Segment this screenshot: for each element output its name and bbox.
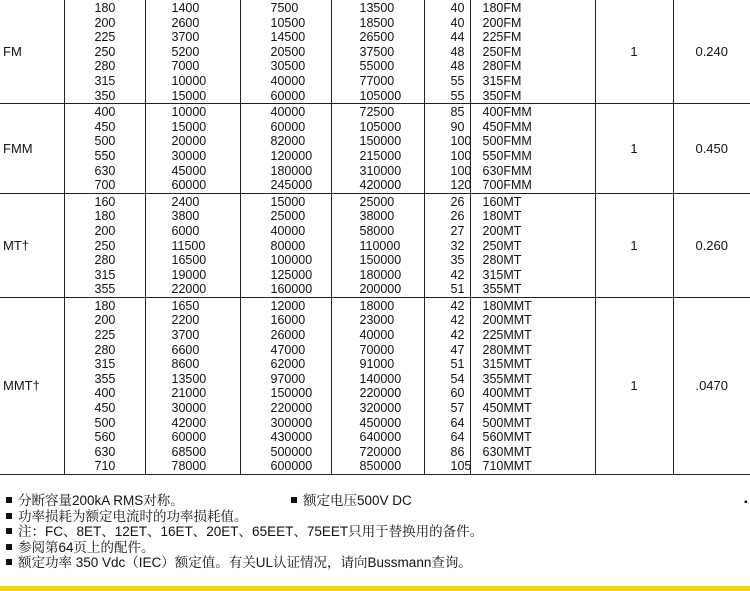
prearc-i2t: 20000 [171,134,207,149]
catalog-number-cell [470,104,595,194]
ampere-rating-cell [64,297,145,474]
total-i2t-a-cell [240,297,331,474]
power-loss: 90 [450,119,465,134]
power-loss: 55 [450,73,465,88]
fuse-group-row [0,297,750,474]
ampere-rating: 630 [94,163,116,178]
total-i2t-a: 47000 [270,342,306,357]
power-loss-cell [424,0,470,104]
note-spare-parts: 注：FC、8ET、12ET、16ET、20ET、65EET、75EET只用于替换用的备件。 [18,524,484,539]
catalog-number: 315MMT [482,357,532,372]
prearc-i2t-cell [145,0,240,104]
note-power-loss: 功率损耗为额定电流时的功率损耗值。 [18,508,248,524]
prearc-i2t: 3700 [171,328,200,343]
catalog-number: 225FM [482,30,522,45]
bullet-icon [6,559,12,565]
catalog-number: 550FMM [482,148,532,163]
total-i2t-a: 220000 [270,401,313,416]
power-loss: 100 [450,163,472,178]
total-i2t-b: 18500 [359,15,395,30]
total-i2t-b: 200000 [359,282,402,297]
prearc-i2t-list [146,194,240,297]
power-loss: 105 [450,459,472,474]
catalog-number-list [471,298,595,474]
total-i2t-b: 110000 [359,238,401,253]
prearc-i2t-list [146,104,240,193]
ampere-rating-list [65,104,145,193]
total-i2t-a: 430000 [270,430,313,445]
total-i2t-b-cell [331,297,424,474]
prearc-i2t: 42000 [171,415,207,430]
prearc-i2t: 60000 [171,178,207,193]
power-loss: 35 [450,253,465,268]
total-i2t-b: 23000 [359,313,395,328]
ampere-rating-list [65,194,145,297]
total-i2t-a: 26000 [270,328,306,343]
power-loss: 100 [450,134,472,149]
power-loss: 85 [450,105,465,120]
ampere-rating: 280 [94,253,116,268]
total-i2t-b: 720000 [359,444,402,459]
series-name: FM [0,0,64,104]
total-i2t-a: 60000 [270,88,306,103]
power-loss: 86 [450,444,465,459]
ampere-rating: 225 [94,30,116,45]
total-i2t-a: 12000 [270,298,306,313]
catalog-number: 355MT [482,282,522,297]
power-loss: 120 [450,178,472,193]
power-loss: 42 [450,313,465,328]
ampere-rating: 200 [94,313,116,328]
total-i2t-b: 450000 [359,415,402,430]
catalog-number: 160MT [482,194,522,209]
catalog-number-list [471,104,595,193]
fuse-group-row [0,193,750,297]
ampere-rating-list [65,0,145,103]
ampere-rating: 450 [94,401,116,416]
ampere-rating: 450 [94,119,116,134]
bullet-icon [6,497,12,503]
bullet-icon [291,497,297,503]
prearc-i2t: 11500 [171,238,206,253]
power-loss: 26 [450,209,465,224]
ampere-rating: 160 [94,194,116,209]
power-loss-list [425,298,470,474]
total-i2t-b-list [332,194,424,297]
catalog-number: 280MT [482,253,522,268]
prearc-i2t: 30000 [171,148,207,163]
prearc-i2t: 3700 [171,30,200,45]
catalog-number-list [471,194,595,297]
prearc-i2t-cell [145,193,240,297]
power-loss: 57 [450,401,465,416]
total-i2t-a: 97000 [270,371,306,386]
total-i2t-a: 245000 [270,178,313,193]
note-3 [6,524,746,540]
prearc-i2t: 2400 [171,194,200,209]
total-i2t-a: 16000 [270,313,306,328]
note-breaking-capacity: 分断容量200kA RMS对称。 [18,493,184,508]
catalog-number: 560MMT [482,430,532,445]
power-loss: 42 [450,298,465,313]
prearc-i2t: 30000 [171,401,207,416]
power-loss: 42 [450,328,465,343]
weight-cell: 0.450 [673,104,750,194]
note-4 [6,540,746,556]
note-rating-iec: 额定功率 350 Vdc（IEC）额定值。有关UL认证情况，请向Bussmann查询。 [18,555,472,570]
edge-bullet-icon: ▪ [744,497,748,508]
ampere-rating: 350 [94,88,116,103]
catalog-number: 180FM [482,1,522,15]
catalog-number: 350FM [482,88,522,103]
fuse-group-row [0,104,750,194]
weight-cell: 0.260 [673,193,750,297]
prearc-i2t: 2200 [171,313,200,328]
total-i2t-a: 120000 [270,148,313,163]
ampere-rating-cell [64,104,145,194]
total-i2t-a: 82000 [270,134,306,149]
prearc-i2t: 45000 [171,163,207,178]
total-i2t-b: 72500 [359,105,395,120]
power-loss: 51 [450,357,465,372]
total-i2t-a: 14500 [270,30,306,45]
catalog-number: 450MMT [482,401,532,416]
quantity-cell: 1 [595,0,673,104]
power-loss-list [425,194,470,297]
ampere-rating: 500 [94,134,116,149]
ampere-rating-cell [64,0,145,104]
total-i2t-a: 10500 [270,15,306,30]
power-loss-list [425,104,470,193]
total-i2t-a: 160000 [270,282,313,297]
total-i2t-b: 13500 [359,1,395,15]
total-i2t-a-list [241,298,331,474]
note-1 [6,493,746,509]
prearc-i2t: 15000 [171,88,207,103]
ampere-rating: 250 [94,238,116,253]
quantity-cell: 1 [595,104,673,194]
total-i2t-a-list [241,194,331,297]
catalog-number: 200FM [482,15,522,30]
catalog-number: 315FM [482,73,522,88]
total-i2t-a: 150000 [270,386,313,401]
series-name: MT† [0,193,64,297]
prearc-i2t: 10000 [171,73,207,88]
total-i2t-a: 40000 [270,105,306,120]
note-5 [6,555,746,571]
prearc-i2t: 6600 [171,342,200,357]
power-loss: 48 [450,59,465,74]
total-i2t-b: 420000 [359,178,402,193]
total-i2t-b: 140000 [359,371,402,386]
ampere-rating: 180 [94,209,116,224]
catalog-number: 630FMM [482,163,532,178]
prearc-i2t-cell [145,297,240,474]
total-i2t-a-cell [240,193,331,297]
ampere-rating: 280 [94,59,116,74]
catalog-number: 400FMM [482,105,532,120]
footnotes [6,493,746,571]
total-i2t-b: 25000 [359,194,395,209]
power-loss: 64 [450,430,465,445]
total-i2t-b-list [332,104,424,193]
prearc-i2t: 6000 [171,223,200,238]
power-loss: 27 [450,223,465,238]
total-i2t-a: 7500 [270,1,299,15]
prearc-i2t: 8600 [171,357,200,372]
catalog-number: 180MT [482,209,522,224]
ampere-rating: 560 [94,430,116,445]
prearc-i2t: 7000 [171,59,200,74]
total-i2t-b-cell [331,193,424,297]
catalog-number: 500MMT [482,415,532,430]
ampere-rating: 200 [94,15,116,30]
power-loss-list [425,0,470,103]
catalog-number: 355MMT [482,371,532,386]
total-i2t-b-cell [331,0,424,104]
catalog-number: 250FM [482,44,522,59]
total-i2t-b: 37500 [359,44,395,59]
ampere-rating: 180 [94,1,116,15]
bullet-icon [6,528,12,534]
bullet-icon [6,544,12,550]
ampere-rating: 200 [94,223,116,238]
total-i2t-a: 125000 [270,267,313,282]
catalog-number: 200MMT [482,313,532,328]
power-loss-cell [424,104,470,194]
prearc-i2t: 22000 [171,282,207,297]
note-accessories: 参阅第64页上的配件。 [18,539,155,555]
total-i2t-a: 60000 [270,119,306,134]
catalog-number: 630MMT [482,444,532,459]
total-i2t-b-list [332,0,424,103]
total-i2t-a: 300000 [270,415,313,430]
ampere-rating: 315 [94,73,116,88]
fuse-group-row [0,0,750,104]
total-i2t-a: 80000 [270,238,306,253]
prearc-i2t: 1400 [171,1,200,15]
total-i2t-b: 26500 [359,30,395,45]
ampere-rating: 400 [94,105,116,120]
total-i2t-a-cell [240,0,331,104]
power-loss: 48 [450,44,465,59]
catalog-number: 280MMT [482,342,532,357]
series-name: FMM [0,104,64,194]
bottom-accent-bar [0,586,750,591]
power-loss: 40 [450,1,465,15]
ampere-rating: 180 [94,298,116,313]
catalog-number-cell [470,297,595,474]
ampere-rating: 250 [94,44,116,59]
total-i2t-a-list [241,104,331,193]
catalog-number-cell [470,0,595,104]
catalog-number: 225MMT [482,328,532,343]
prearc-i2t: 16500 [171,253,207,268]
note-voltage-wrap [291,493,412,509]
ampere-rating: 630 [94,444,116,459]
catalog-number: 450FMM [482,119,532,134]
power-loss: 100 [450,148,472,163]
prearc-i2t: 21000 [171,386,207,401]
total-i2t-b: 70000 [359,342,395,357]
total-i2t-b: 320000 [359,401,402,416]
catalog-number: 400MMT [482,386,532,401]
total-i2t-a: 100000 [270,253,313,268]
ampere-rating: 400 [94,386,116,401]
power-loss: 32 [450,238,465,253]
power-loss: 40 [450,15,465,30]
power-loss: 26 [450,194,465,209]
total-i2t-a: 500000 [270,444,313,459]
total-i2t-b: 310000 [359,163,402,178]
total-i2t-a: 62000 [270,357,306,372]
ampere-rating: 500 [94,415,116,430]
power-loss: 54 [450,371,465,386]
total-i2t-b-cell [331,104,424,194]
catalog-number: 315MT [482,267,522,282]
power-loss: 44 [450,30,465,45]
total-i2t-b: 91000 [359,357,395,372]
total-i2t-a: 40000 [270,73,306,88]
ampere-rating: 315 [94,357,116,372]
power-loss: 51 [450,282,465,297]
weight-cell: 0.240 [673,0,750,104]
prearc-i2t: 15000 [171,119,207,134]
prearc-i2t-cell [145,104,240,194]
power-loss-cell [424,193,470,297]
catalog-number: 250MT [482,238,522,253]
prearc-i2t: 60000 [171,430,207,445]
ampere-rating: 355 [94,282,116,297]
power-loss-cell [424,297,470,474]
ampere-rating: 550 [94,148,116,163]
ampere-rating: 280 [94,342,116,357]
total-i2t-a: 600000 [270,459,313,474]
total-i2t-b: 180000 [359,267,402,282]
total-i2t-a: 40000 [270,223,306,238]
total-i2t-b: 40000 [359,328,395,343]
prearc-i2t: 1650 [171,298,200,313]
prearc-i2t: 19000 [171,267,207,282]
total-i2t-a: 20500 [270,44,306,59]
catalog-number-list [471,0,595,103]
power-loss: 47 [450,342,465,357]
weight-cell: .0470 [673,297,750,474]
total-i2t-b: 220000 [359,386,402,401]
ampere-rating: 315 [94,267,116,282]
total-i2t-a-cell [240,104,331,194]
total-i2t-a: 15000 [270,194,306,209]
ampere-rating: 355 [94,371,116,386]
total-i2t-b: 38000 [359,209,395,224]
ampere-rating: 225 [94,328,116,343]
prearc-i2t-list [146,298,240,474]
catalog-number: 700FMM [482,178,532,193]
total-i2t-a: 30500 [270,59,306,74]
ampere-rating-cell [64,193,145,297]
total-i2t-b: 150000 [359,134,402,149]
note-2 [6,509,746,525]
total-i2t-b: 150000 [359,253,402,268]
prearc-i2t: 78000 [171,459,207,474]
quantity-cell: 1 [595,193,673,297]
note-rated-voltage: 额定电压500V DC [303,493,412,508]
ampere-rating: 710 [94,459,116,474]
total-i2t-b: 105000 [359,88,402,103]
total-i2t-b: 850000 [359,459,402,474]
total-i2t-b: 58000 [359,223,395,238]
catalog-number: 200MT [482,223,522,238]
total-i2t-b: 77000 [359,73,395,88]
total-i2t-b: 215000 [359,148,402,163]
total-i2t-a: 25000 [270,209,306,224]
prearc-i2t-list [146,0,240,103]
prearc-i2t: 2600 [171,15,200,30]
prearc-i2t: 3800 [171,209,200,224]
prearc-i2t: 5200 [171,44,200,59]
ampere-rating-list [65,298,145,474]
power-loss: 42 [450,267,465,282]
catalog-number: 710MMT [482,459,532,474]
power-loss: 60 [450,386,465,401]
prearc-i2t: 13500 [171,371,207,386]
total-i2t-b: 640000 [359,430,402,445]
catalog-number: 180MMT [482,298,532,313]
total-i2t-b: 18000 [359,298,395,313]
catalog-number-cell [470,193,595,297]
power-loss: 64 [450,415,465,430]
prearc-i2t: 68500 [171,444,207,459]
total-i2t-b-list [332,298,424,474]
bullet-icon [6,513,12,519]
catalog-number: 280FM [482,59,522,74]
power-loss: 55 [450,88,465,103]
quantity-cell: 1 [595,297,673,474]
catalog-number: 500FMM [482,134,532,149]
total-i2t-a-list [241,0,331,103]
total-i2t-b: 55000 [359,59,395,74]
prearc-i2t: 10000 [171,105,207,120]
total-i2t-b: 105000 [359,119,402,134]
total-i2t-a: 180000 [270,163,313,178]
series-name: MMT† [0,297,64,474]
ampere-rating: 700 [94,178,116,193]
